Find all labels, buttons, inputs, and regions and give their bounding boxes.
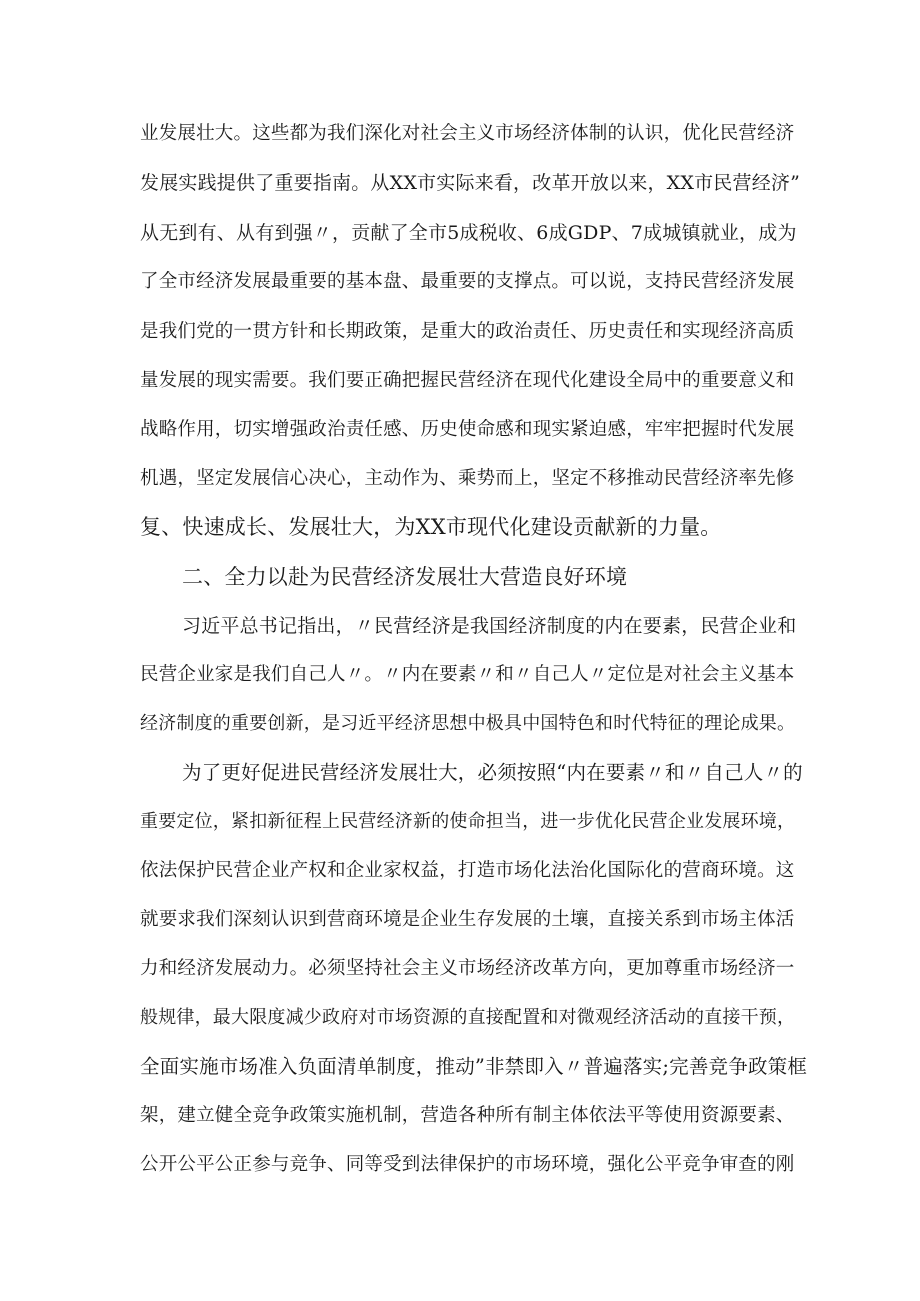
paragraph-line: 业发展壮大。这些都为我们深化对社会主义市场经济体制的认识，优化民营经济 (140, 123, 795, 144)
paragraph-line: 经济制度的重要创新，是习近平经济思想中极具中国特色和时代特征的理论成果。 (140, 713, 796, 734)
paragraph-line: 习近平总书记指出，〃民营经济是我国经济制度的内在要素，民营企业和 (182, 615, 797, 637)
paragraph-line: 了全市经济发展最重要的基本盘、最重要的支撑点。可以说，支持民营经济发展 (140, 271, 795, 292)
paragraph-line: 战略作用，切实增强政治责任感、历史使命感和现实紧迫感，牢牢把握时代发展 (140, 419, 795, 440)
paragraph-line: 量发展的现实需要。我们要正确把握民营经济在现代化建设全局中的重要意义和 (140, 370, 795, 391)
paragraph-line: 机遇，坚定发展信心决心，主动作为、乘势而上，坚定不移推动民营经济率先修 (140, 468, 795, 489)
paragraph-line: 般规律，最大限度减少政府对市场资源的直接配置和对微观经济活动的直接干预， (140, 1007, 796, 1028)
paragraph-line: 为了更好促进民营经济发展壮大，必须按照“内在要素〃和〃自己人〃的 (182, 761, 803, 784)
section-heading: 二、全力以赴为民营经济发展壮大营造良好环境 (182, 565, 628, 589)
paragraph-line: 力和经济发展动力。必须坚持社会主义市场经济改革方向，更加尊重市场经济一 (140, 958, 795, 979)
paragraph-line: 从无到有、从有到强〃，贡献了全市5成税收、6成GDP、7成城镇就业，成为 (140, 222, 797, 244)
paragraph-line: 是我们党的一贯方针和长期政策，是重大的政治责任、历史责任和实现经济高质 (140, 321, 795, 342)
paragraph-line: 发展实践提供了重要指南。从XX市实际来看，改革开放以来，XX市民营经济” (140, 172, 801, 194)
paragraph-line: 依法保护民营企业产权和企业家权益，打造市场化法治化国际化的营商环境。这 (140, 860, 795, 881)
paragraph-line: 公开公平公正参与竞争、同等受到法律保护的市场环境，强化公平竞争审查的刚 (140, 1154, 795, 1175)
paragraph-line: 重要定位，紧扣新征程上民营经济新的使命担当，进一步优化民营企业发展环境， (140, 811, 796, 832)
paragraph-line: 就要求我们深刻认识到营商环境是企业生存发展的土壤，直接关系到市场主体活 (140, 909, 795, 930)
paragraph-line: 全面实施市场准入负面清单制度，推动”非禁即入〃普遍落实;完善竞争政策框 (140, 1055, 808, 1078)
paragraph-line: 架，建立健全竞争政策实施机制，营造各种所有制主体依法平等使用资源要素、 (140, 1105, 795, 1126)
paragraph-line: 复、快速成长、发展壮大，为XX市现代化建设贡献新的力量。 (140, 515, 722, 539)
paragraph-line: 民营企业家是我们自己人〃。〃内在要素〃和〃自己人〃定位是对社会主义基本 (140, 664, 795, 685)
